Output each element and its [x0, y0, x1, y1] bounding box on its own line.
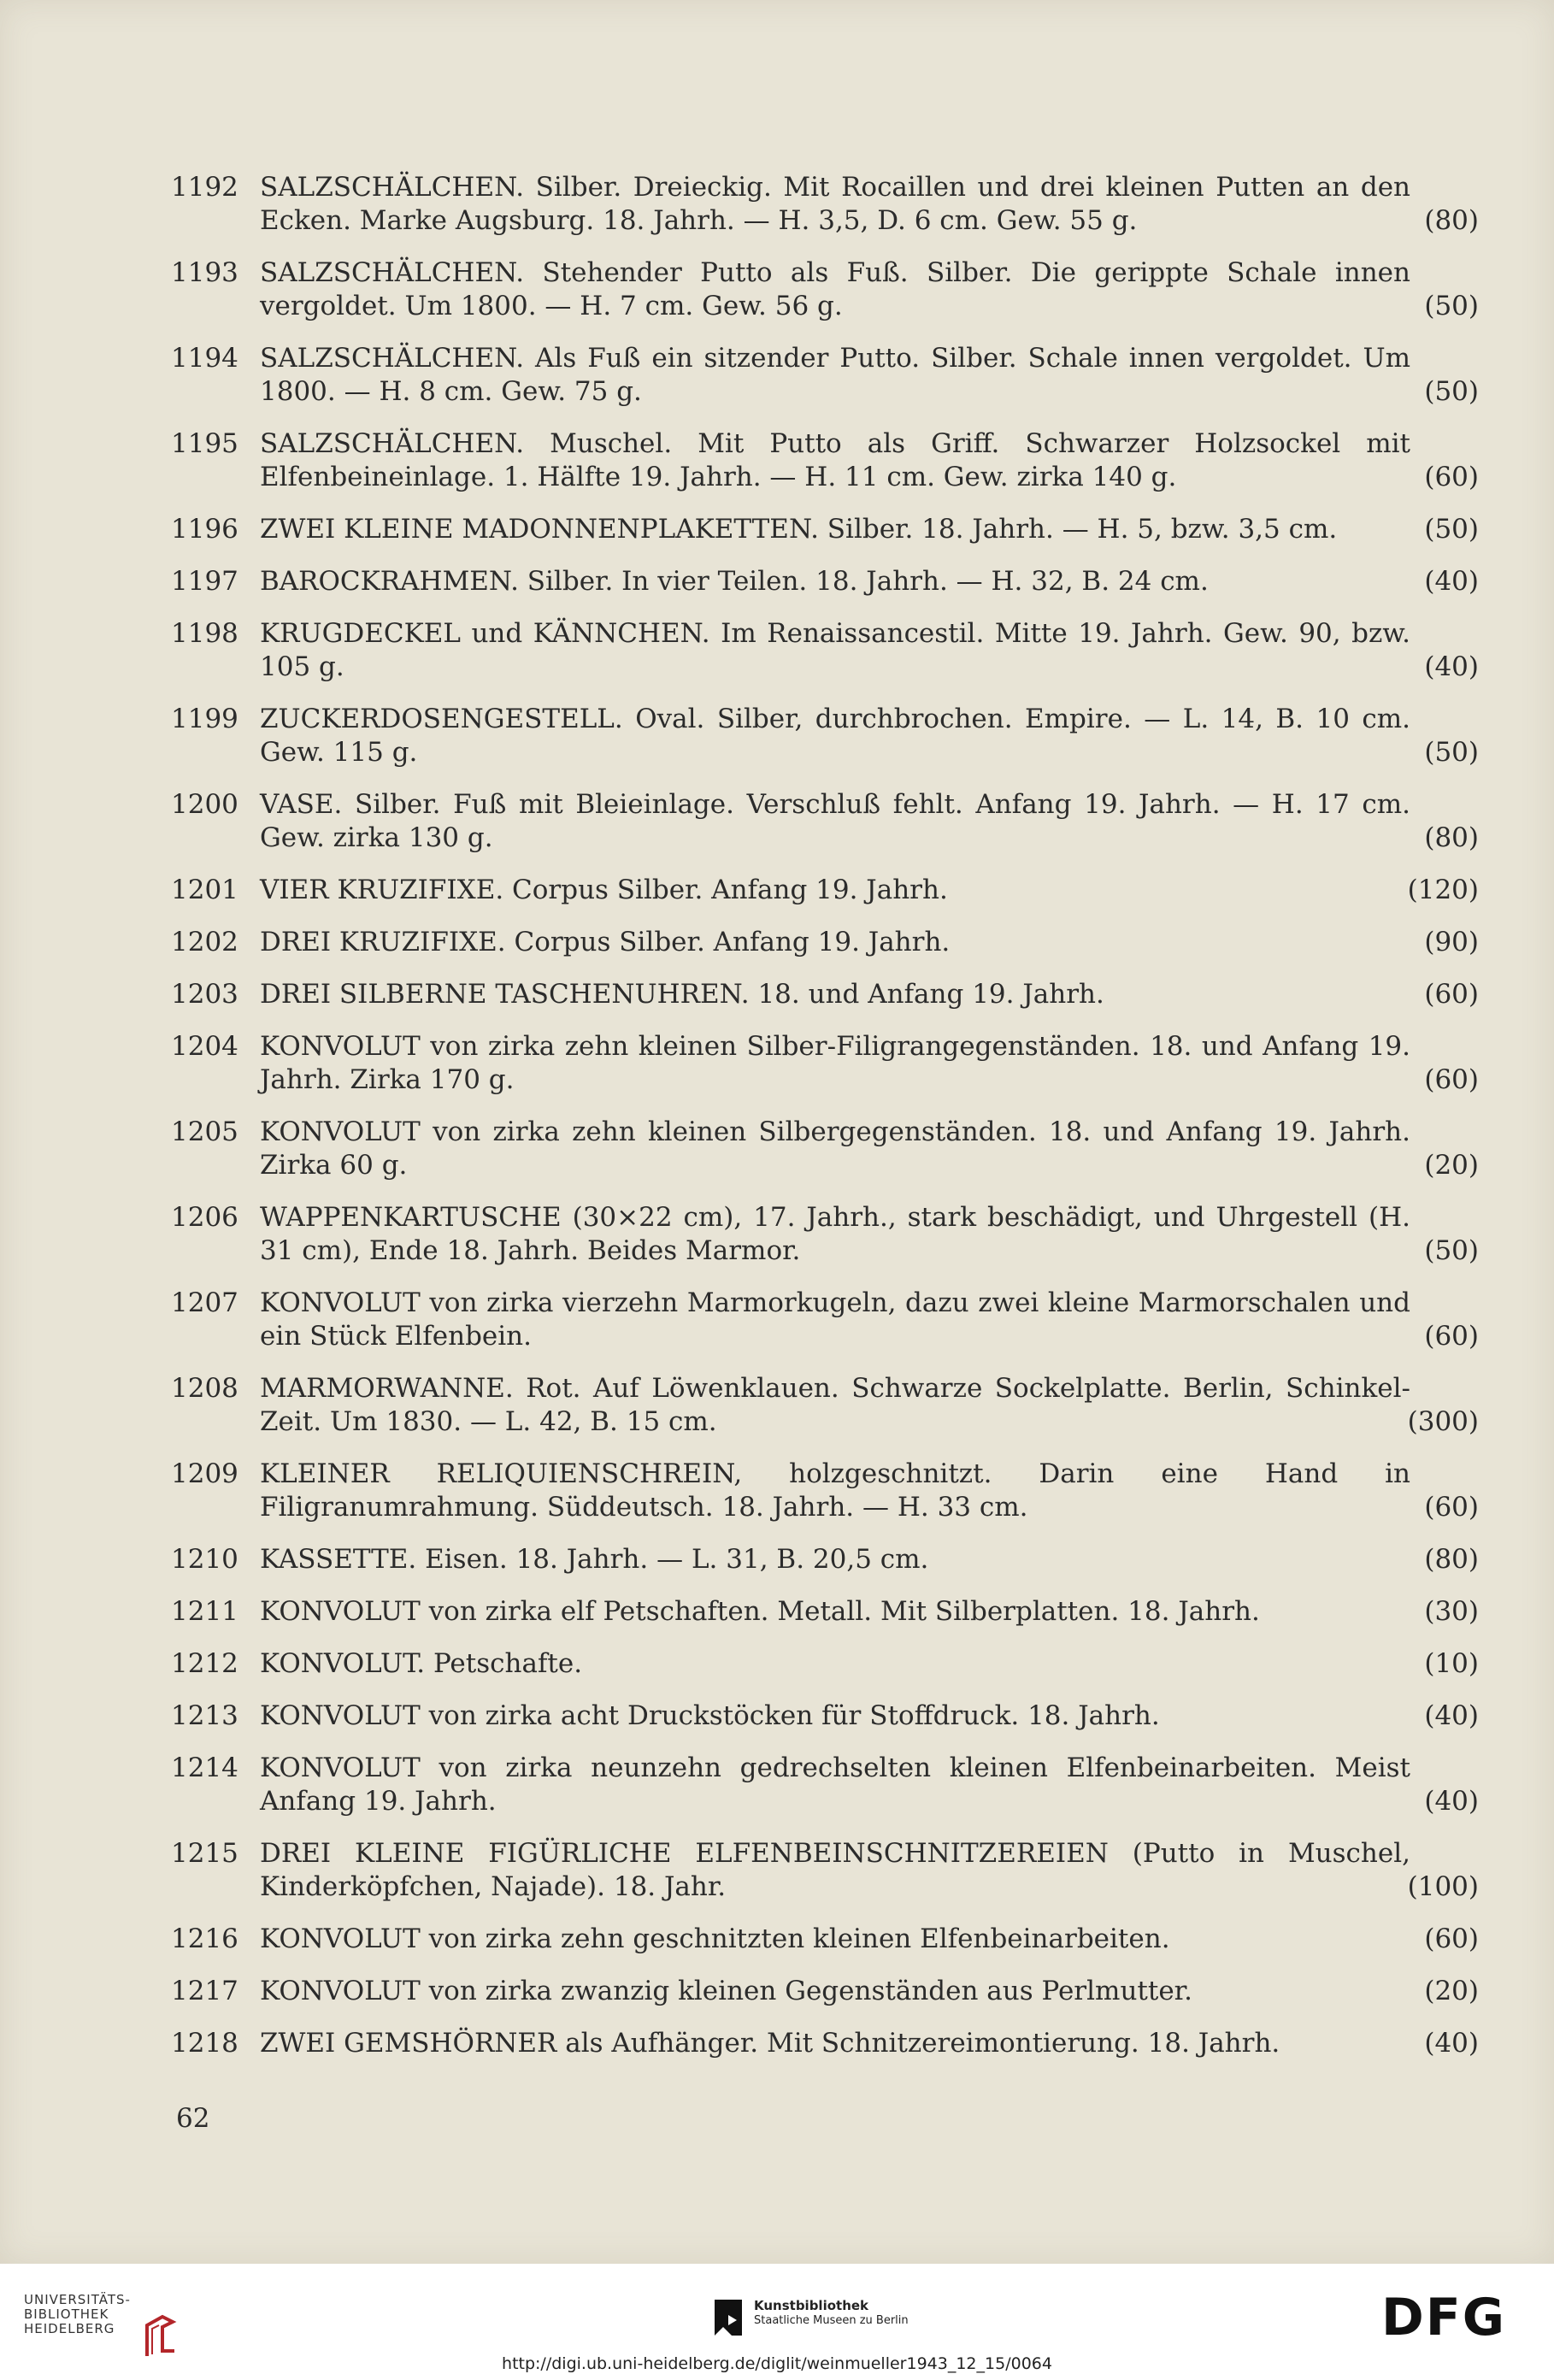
lot-price: (90) [1424, 927, 1479, 957]
kb-title: Kunstbibliothek [754, 2298, 869, 2313]
lot-number: 1201 [171, 875, 238, 905]
catalog-entry [171, 171, 1479, 238]
catalog-entry [171, 978, 1479, 1011]
lot-price: (80) [1424, 1544, 1479, 1575]
lot-number: 1210 [171, 1544, 238, 1575]
lot-price: (50) [1424, 737, 1479, 768]
lot-number: 1205 [171, 1116, 238, 1147]
catalog-entry [171, 1543, 1479, 1576]
lot-description: VIER KRUZIFIXE. Corpus Silber. Anfang 19. Jahrh. [260, 875, 948, 905]
lot-price: (10) [1424, 1648, 1479, 1679]
lot-number: 1203 [171, 979, 238, 1010]
lot-description: KONVOLUT von zirka zehn geschnitzten kleinen Elfenbeinarbeiten. [260, 1923, 1170, 1954]
university-line: UNIVERSITÄTS- [24, 2292, 131, 2307]
lot-description: KONVOLUT. Petschafte. [260, 1648, 583, 1679]
lot-price: (20) [1424, 1150, 1479, 1181]
lot-price: (20) [1424, 1976, 1479, 2006]
lot-number: 1216 [171, 1923, 238, 1954]
lot-number: 1193 [171, 257, 238, 288]
catalog-entry [171, 1647, 1479, 1681]
kunstbibliothek-text [754, 2298, 909, 2329]
catalog-entry [171, 617, 1479, 684]
lot-description: KASSETTE. Eisen. 18. Jahrh. — L. 31, B. 20,5 cm. [260, 1544, 929, 1575]
catalog-entry [171, 2027, 1479, 2060]
lot-number: 1212 [171, 1648, 238, 1679]
lot-price: (40) [1424, 651, 1479, 682]
kb-subtitle: Staatliche Museen zu Berlin [754, 2314, 909, 2327]
catalog-entry [171, 256, 1479, 323]
lot-price: (80) [1424, 205, 1479, 236]
lot-description: KLEINER RELIQUIENSCHREIN, holzgeschnitzt. Darin eine Hand in Filigranumrahmung. Süddeutsch. 18. Jahrh. — H. 33 cm. [260, 1458, 1410, 1523]
lot-price: (50) [1424, 1235, 1479, 1266]
catalog-entry [171, 1458, 1479, 1524]
lot-number: 1213 [171, 1700, 238, 1731]
lot-description: KONVOLUT von zirka zwanzig kleinen Gegenständen aus Perlmutter. [260, 1976, 1192, 2006]
lot-number: 1214 [171, 1753, 238, 1783]
catalog-entry [171, 1030, 1479, 1097]
lot-description: SALZSCHÄLCHEN. Stehender Putto als Fuß. Silber. Die gerippte Schale innen vergoldet. Um 1800. — H. 7 cm. Gew. 56 g. [260, 257, 1410, 321]
lot-description: SALZSCHÄLCHEN. Muschel. Mit Putto als Griff. Schwarzer Holzsockel mit Elfenbeineinlage. 1. Hälfte 19. Jahrh. — H. 11 cm. Gew. zirka 140 g. [260, 428, 1410, 492]
lot-price: (60) [1424, 1923, 1479, 1954]
lot-number: 1206 [171, 1202, 238, 1233]
lot-price: (50) [1424, 514, 1479, 545]
lot-description: KONVOLUT von zirka vierzehn Marmorkugeln, dazu zwei kleine Marmorschalen und ein Stück Elfenbein. [260, 1287, 1410, 1352]
permalink-url[interactable]: http://digi.ub.uni-heidelberg.de/diglit/weinmueller1943_12_15/0064 [502, 2354, 1052, 2373]
catalog-entry [171, 1837, 1479, 1904]
lot-price: (100) [1407, 1871, 1479, 1902]
lot-price: (40) [1424, 1786, 1479, 1817]
lot-price: (50) [1424, 291, 1479, 321]
lot-price: (40) [1424, 2028, 1479, 2059]
lot-description: DREI SILBERNE TASCHENUHREN. 18. und Anfang 19. Jahrh. [260, 979, 1104, 1010]
lot-description: WAPPENKARTUSCHE (30×22 cm), 17. Jahrh., stark beschädigt, und Uhrgestell (H. 31 cm), Ende 18. Jahrh. Beides Marmor. [260, 1202, 1410, 1266]
lot-description: MARMORWANNE. Rot. Auf Löwenklauen. Schwarze Sockelplatte. Berlin, Schinkel-Zeit. Um 1830. — L. 42, B. 15 cm. [260, 1373, 1410, 1437]
catalog-entry [171, 788, 1479, 855]
catalog-entry [171, 1201, 1479, 1268]
lot-number: 1200 [171, 789, 238, 820]
dfg-logo[interactable]: DFG [1381, 2288, 1507, 2348]
lot-price: (60) [1424, 979, 1479, 1010]
lot-description: DREI KRUZIFIXE. Corpus Silber. Anfang 19. Jahrh. [260, 927, 951, 957]
lot-description: KONVOLUT von zirka neunzehn gedrechselten kleinen Elfenbeinarbeiten. Meist Anfang 19. Jahrh. [260, 1753, 1410, 1817]
lot-description: BAROCKRAHMEN. Silber. In vier Teilen. 18. Jahrh. — H. 32, B. 24 cm. [260, 566, 1209, 597]
lot-number: 1202 [171, 927, 238, 957]
lot-number: 1196 [171, 514, 238, 545]
lot-description: KRUGDECKEL und KÄNNCHEN. Im Renaissancestil. Mitte 19. Jahrh. Gew. 90, bzw. 105 g. [260, 618, 1410, 682]
lot-price: (40) [1424, 566, 1479, 597]
lot-number: 1211 [171, 1596, 238, 1627]
lot-price: (60) [1424, 1064, 1479, 1095]
lot-price: (300) [1407, 1406, 1479, 1437]
lot-number: 1217 [171, 1976, 238, 2006]
catalog-list [171, 171, 1479, 2079]
catalog-entry [171, 874, 1479, 907]
university-name [24, 2293, 131, 2336]
lot-number: 1197 [171, 566, 238, 597]
catalog-entry [171, 703, 1479, 769]
lot-description: ZWEI KLEINE MADONNENPLAKETTEN. Silber. 18. Jahrh. — H. 5, bzw. 3,5 cm. [260, 514, 1338, 545]
lot-price: (80) [1424, 822, 1479, 853]
lot-description: KONVOLUT von zirka acht Druckstöcken für Stoffdruck. 18. Jahrh. [260, 1700, 1160, 1731]
catalog-entry [171, 1372, 1479, 1439]
lot-price: (40) [1424, 1700, 1479, 1731]
lot-number: 1208 [171, 1373, 238, 1404]
university-library-logo[interactable] [24, 2293, 131, 2336]
lot-price: (30) [1424, 1596, 1479, 1627]
lot-description: KONVOLUT von zirka elf Petschaften. Metall. Mit Silberplatten. 18. Jahrh. [260, 1596, 1260, 1627]
catalog-entry [171, 1752, 1479, 1818]
lot-description: SALZSCHÄLCHEN. Als Fuß ein sitzender Putto. Silber. Schale innen vergoldet. Um 1800. — H. 8 cm. Gew. 75 g. [260, 343, 1410, 407]
lot-number: 1199 [171, 704, 238, 734]
lot-number: 1192 [171, 172, 238, 203]
catalog-entry [171, 342, 1479, 409]
lot-number: 1195 [171, 428, 238, 459]
lot-price: (60) [1424, 1321, 1479, 1352]
page-number: 62 [176, 2103, 210, 2134]
lot-description: SALZSCHÄLCHEN. Silber. Dreieckig. Mit Rocaillen und drei kleinen Putten an den Ecken. Marke Augsburg. 18. Jahrh. — H. 3,5, D. 6 cm. Gew. 55 g. [260, 172, 1410, 236]
university-line: BIBLIOTHEK [24, 2306, 109, 2322]
heidelberg-mark-icon [140, 2313, 178, 2359]
lot-description: ZUCKERDOSENGESTELL. Oval. Silber, durchbrochen. Empire. — L. 14, B. 10 cm. Gew. 115 g. [260, 704, 1410, 768]
catalog-entry [171, 427, 1479, 494]
lot-price: (120) [1407, 875, 1479, 905]
catalog-entry [171, 1595, 1479, 1629]
catalog-entry [171, 1116, 1479, 1182]
lot-price: (50) [1424, 376, 1479, 407]
lot-description: DREI KLEINE FIGÜRLICHE ELFENBEINSCHNITZEREIEN (Putto in Muschel, Kinderköpfchen, Najade). 18. Jahr. [260, 1838, 1410, 1902]
catalog-entry [171, 1700, 1479, 1733]
lot-number: 1198 [171, 618, 238, 649]
lot-description: VASE. Silber. Fuß mit Bleieinlage. Verschluß fehlt. Anfang 19. Jahrh. — H. 17 cm. Gew. zirka 130 g. [260, 789, 1410, 853]
catalog-entry [171, 513, 1479, 546]
catalog-entry [171, 1975, 1479, 2008]
lot-description: KONVOLUT von zirka zehn kleinen Silbergegenständen. 18. und Anfang 19. Jahrh. Zirka 60 g. [260, 1116, 1410, 1181]
lot-number: 1204 [171, 1031, 238, 1062]
lot-price: (60) [1424, 462, 1479, 492]
lot-number: 1209 [171, 1458, 238, 1489]
lot-description: ZWEI GEMSHÖRNER als Aufhänger. Mit Schnitzereimontierung. 18. Jahrh. [260, 2028, 1280, 2059]
lot-description: KONVOLUT von zirka zehn kleinen Silber-Filigrangegenständen. 18. und Anfang 19. Jahrh. Zirka 170 g. [260, 1031, 1410, 1095]
lot-price: (60) [1424, 1492, 1479, 1523]
catalog-entry [171, 1287, 1479, 1353]
catalog-entry [171, 926, 1479, 959]
university-line: HEIDELBERG [24, 2321, 115, 2336]
lot-number: 1218 [171, 2028, 238, 2059]
footer-bar [0, 2265, 1554, 2380]
catalog-entry [171, 1923, 1479, 1956]
catalog-entry [171, 565, 1479, 598]
lot-number: 1215 [171, 1838, 238, 1869]
lot-number: 1194 [171, 343, 238, 374]
lot-number: 1207 [171, 1287, 238, 1318]
kunstbibliothek-mark-icon [711, 2298, 745, 2341]
